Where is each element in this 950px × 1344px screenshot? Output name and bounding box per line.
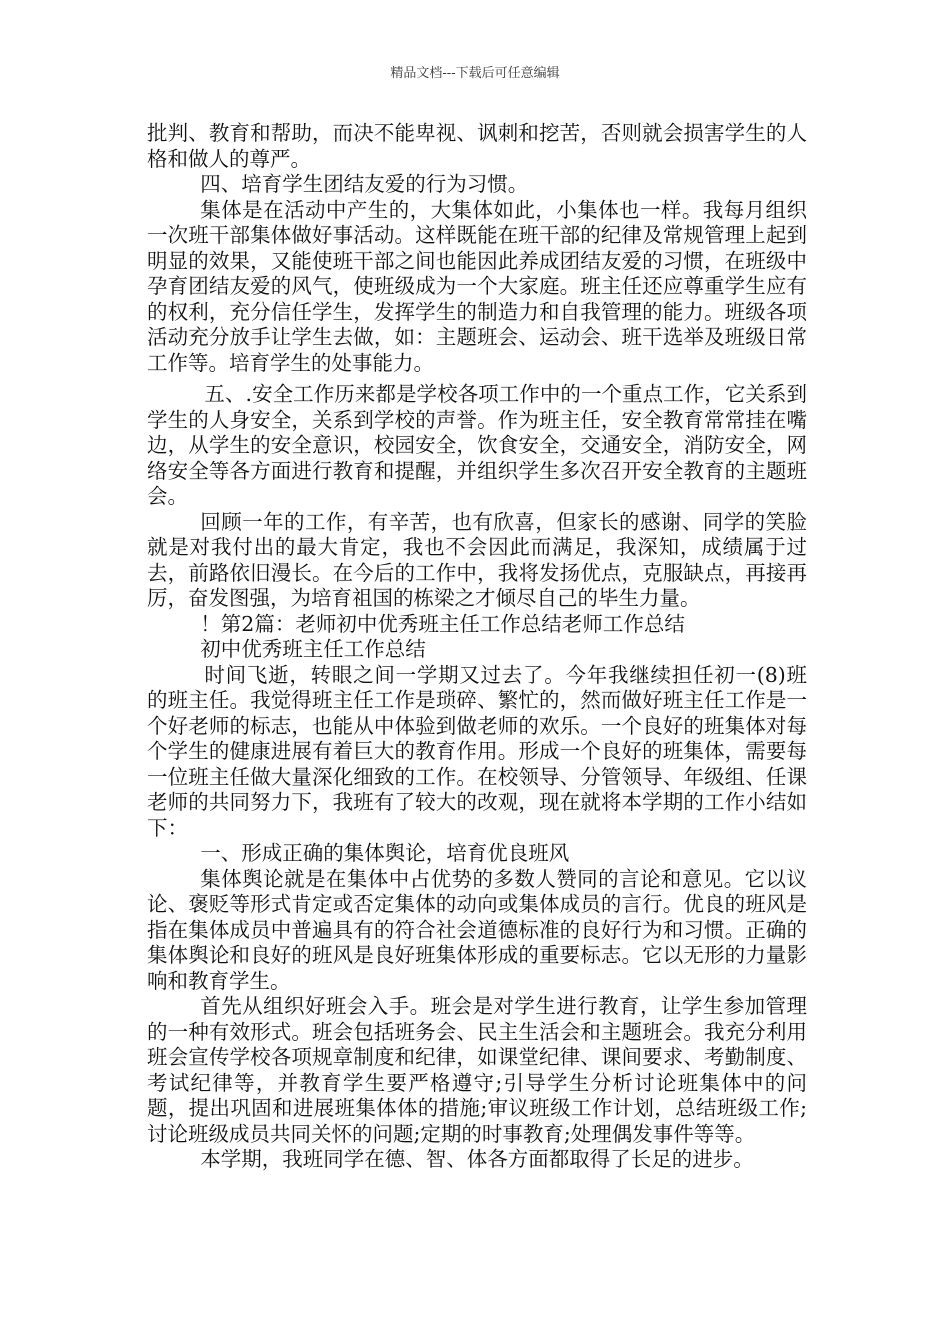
paragraph-continuation: 批判、教育和帮助，而决不能卑视、讽刺和挖苦，否则就会损害学生的人格和做人的尊严。 [147,121,807,171]
section-heading-5-safety: 五、.安全工作历来都是学校各项工作中的一个重点工作，它关系到学生的人身安全，关系到学校的声誉。作为班主任，安全教育常常挂在嘴边，从学生的安全意识，校园安全，饮食安全，交通安全，消防安全，网络安全等各方面进行教育和提醒，并组织学生多次召开安全教育的主题班会。 [147,382,807,508]
paragraph-unity: 集体是在活动中产生的，大集体如此，小集体也一样。我每月组织一次班干部集体做好事活动。这样既能在班干部的纪律及常规管理上起到明显的效果，又能使班干部之间也能因此养成团结友爱的习惯，在班级中孕育团结友爱的风气，使班级成为一个大家庭。班主任还应尊重学生应有的权利，充分信任学生，发挥学生的制造力和自我管理的能力。班级各项活动充分放手让学生去做，如：主题班会、运动会、班干选举及班级日常工作等。培育学生的处事能力。 [147,197,807,375]
paragraph-class-meeting: 首先从组织好班会入手。班会是对学生进行教育，让学生参加管理的一种有效形式。班会包括班务会、民主生活会和主题班会。我充分利用班会宣传学校各项规章制度和纪律，如课堂纪律、课间要求、考勤制度、考试纪律等，并教育学生要严格遵守;引导学生分析讨论班集体中的问题，提出巩固和进展班集体体的措施;审议班级工作计划，总结班级工作;讨论班级成员共同关怀的问题;定期的时事教育;处理偶发事件等等。 [147,994,807,1146]
paragraph-public-opinion: 集体舆论就是在集体中占优势的多数人赞同的言论和意见。它以议论、褒贬等形式肯定或否定集体的动向或集体成员的言行。优良的班风是指在集体成员中普遍具有的符合社会道德标准的良好行为和习惯。正确的集体舆论和良好的班风是良好班集体形成的重要标志。它以无形的力量影响和教育学生。 [147,866,807,993]
article-subtitle: 初中优秀班主任工作总结 [200,637,426,661]
section-heading-1: 一、形成正确的集体舆论，培育优良班风 [200,841,570,865]
article-title-2: ！第2篇：老师初中优秀班主任工作总结老师工作总结 [200,611,685,636]
paragraph-intro: 时间飞逝，转眼之间一学期又过去了。今年我继续担任初一(8)班的班主任。我觉得班主任工作是琐碎、繁忙的，然而做好班主任工作是一个好老师的标志，也能从中体验到做老师的欢乐。一个良好的班集体对每个学生的健康进展有着巨大的教育作用。形成一个良好的班集体，需要每一位班主任做大量深化细致的工作。在校领导、分管领导、年级组、任课老师的共同努力下，我班有了较大的改观，现在就将本学期的工作小结如下： [147,662,807,840]
page-header: 精品文档---下载后可任意编辑 [390,66,560,81]
section-heading-4: 四、培育学生团结友爱的行为习惯。 [200,172,529,196]
paragraph-progress: 本学期，我班同学在德、智、体各方面都取得了长足的进步。 [200,1147,754,1171]
document-body [147,121,807,1173]
paragraph-review: 回顾一年的工作，有辛苦，也有欣喜，但家长的感谢、同学的笑脸就是对我付出的最大肯定，我也不会因此而满足，我深知，成绩属于过去，前路依旧漫长。在今后的工作中，我将发扬优点，克服缺点，再接再厉，奋发图强，为培育祖国的栋梁之才倾尽自己的毕生力量。 [147,509,807,610]
